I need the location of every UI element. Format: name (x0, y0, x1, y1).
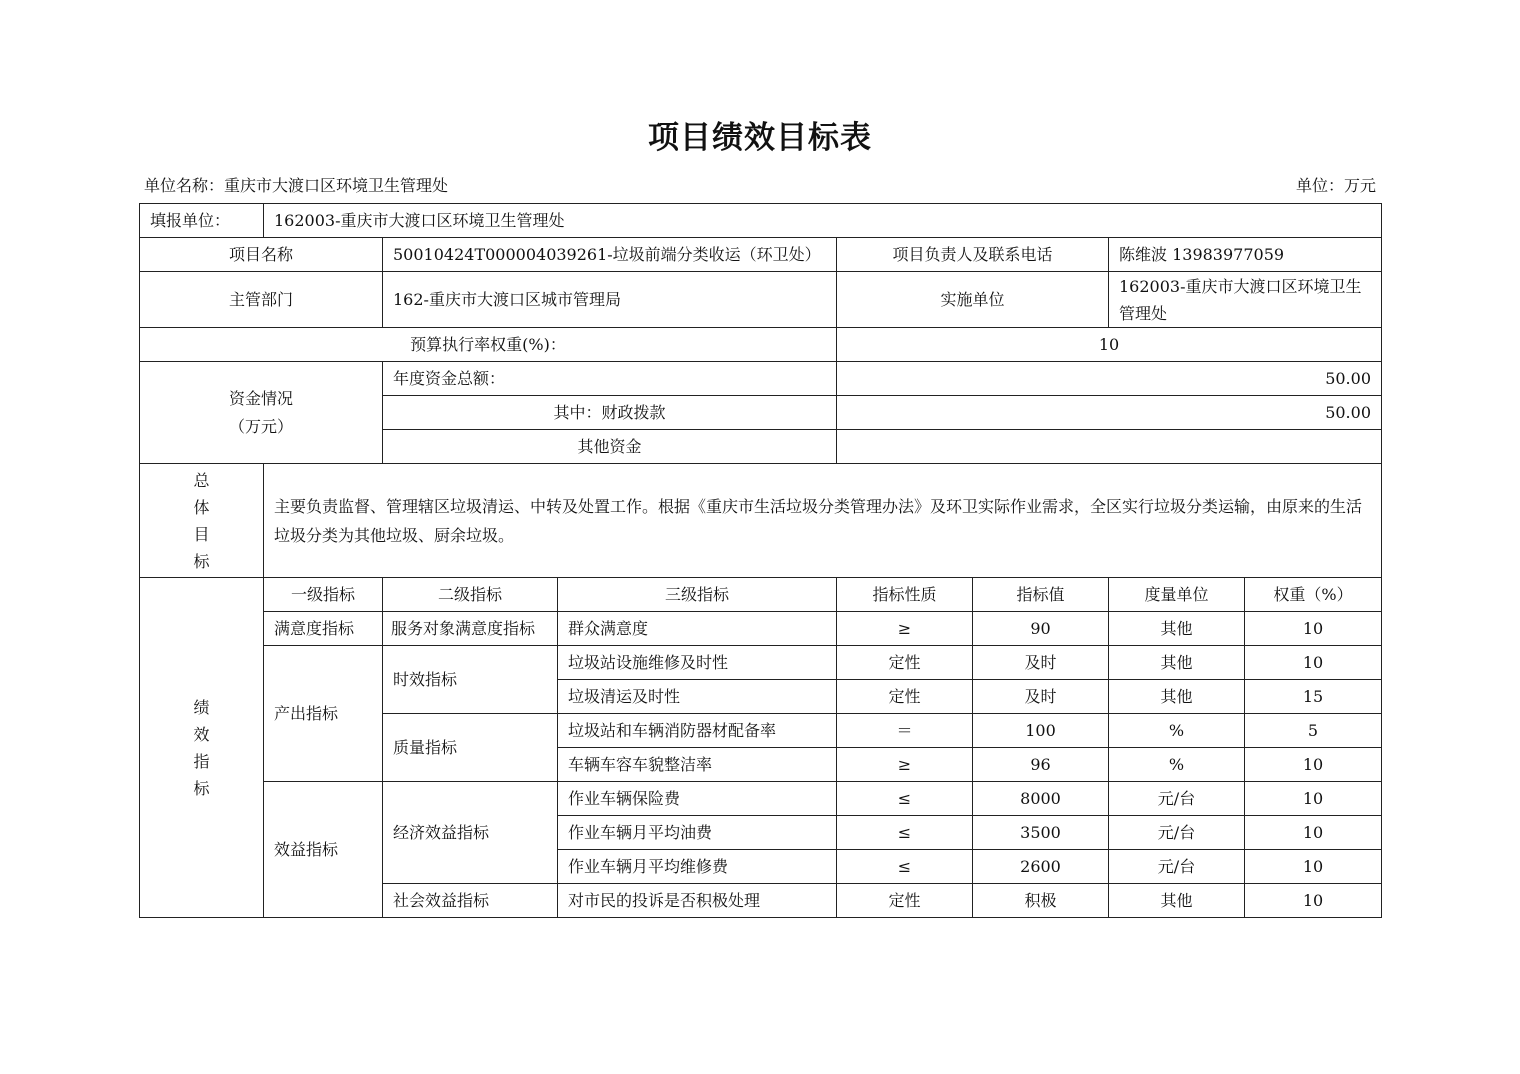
level2-timeliness: 时效指标 (383, 646, 558, 714)
value-cell: 及时 (973, 646, 1109, 680)
value-cell: 100 (973, 714, 1109, 748)
level3-cell: 群众满意度 (558, 612, 837, 646)
value-cell: 及时 (973, 680, 1109, 714)
unit-cell: 元/台 (1109, 816, 1245, 850)
fill-unit-value: 162003-重庆市大渡口区环境卫生管理处 (264, 204, 1382, 238)
funds-label-line1: 资金情况 (228, 388, 293, 408)
currency-unit: 单位：万元 (1295, 176, 1376, 195)
header-level2: 二级指标 (383, 578, 558, 612)
project-name-value: 50010424T000004039261-垃圾前端分类收运（环卫处） (383, 238, 837, 272)
impl-unit-value: 162003-重庆市大渡口区环境卫生管理处 (1109, 272, 1382, 328)
dept-label: 主管部门 (140, 272, 383, 328)
budget-rate-value: 10 (837, 328, 1382, 362)
header-level1: 一级指标 (264, 578, 383, 612)
dept-value: 162-重庆市大渡口区城市管理局 (383, 272, 837, 328)
funds-total-value: 50.00 (837, 362, 1382, 396)
level2-service-satisfaction: 服务对象满意度指标 (383, 612, 558, 646)
table-row (140, 646, 1382, 680)
weight-cell: 10 (1245, 816, 1382, 850)
overall-goal-row (140, 464, 1382, 578)
funds-other-label: 其他资金 (383, 430, 837, 464)
budget-rate-label: 预算执行率权重(%)： (140, 328, 837, 362)
unit-cell: 其他 (1109, 612, 1245, 646)
funds-fiscal-value: 50.00 (837, 396, 1382, 430)
unit-cell: 其他 (1109, 884, 1245, 918)
weight-cell: 10 (1245, 782, 1382, 816)
funds-other-value (837, 430, 1382, 464)
overall-goal-text: 主要负责监督、管理辖区垃圾清运、中转及处置工作。根据《重庆市生活垃圾分类管理办法》及环卫实际作业需求，全区实行垃圾分类运输，由原来的生活垃圾分类为其他垃圾、厨余垃圾。 (264, 464, 1382, 578)
page-title: 项目绩效目标表 (648, 120, 872, 156)
level1-satisfaction: 满意度指标 (264, 612, 383, 646)
weight-cell: 15 (1245, 680, 1382, 714)
table-row (140, 782, 1382, 816)
nature-cell: ≤ (837, 850, 973, 884)
level3-cell: 作业车辆月平均维修费 (558, 850, 837, 884)
nature-cell: 定性 (837, 884, 973, 918)
contact-label: 项目负责人及联系电话 (837, 238, 1109, 272)
unit-cell: % (1109, 748, 1245, 782)
value-cell: 积极 (973, 884, 1109, 918)
value-cell: 96 (973, 748, 1109, 782)
level3-cell: 垃圾站和车辆消防器材配备率 (558, 714, 837, 748)
weight-cell: 5 (1245, 714, 1382, 748)
table-row (140, 612, 1382, 646)
project-name-label: 项目名称 (140, 238, 383, 272)
level1-benefit: 效益指标 (264, 782, 383, 918)
fill-unit-label: 填报单位： (140, 204, 264, 238)
funds-total-label: 年度资金总额： (383, 362, 837, 396)
performance-indicator-label: 绩 效 指 标 (140, 578, 264, 918)
header-unit: 度量单位 (1109, 578, 1245, 612)
project-name-row (140, 238, 1382, 272)
level3-cell: 作业车辆保险费 (558, 782, 837, 816)
value-cell: 2600 (973, 850, 1109, 884)
weight-cell: 10 (1245, 612, 1382, 646)
nature-cell: ≤ (837, 816, 973, 850)
nature-cell: ≥ (837, 748, 973, 782)
nature-cell: ≤ (837, 782, 973, 816)
contact-value: 陈维波 13983977059 (1109, 238, 1382, 272)
level3-cell: 车辆车容车貌整洁率 (558, 748, 837, 782)
header-weight: 权重（%） (1245, 578, 1382, 612)
nature-cell: 定性 (837, 680, 973, 714)
value-cell: 8000 (973, 782, 1109, 816)
level3-cell: 作业车辆月平均油费 (558, 816, 837, 850)
budget-rate-row (140, 328, 1382, 362)
level2-social: 社会效益指标 (383, 884, 558, 918)
indicator-header-row (140, 578, 1382, 612)
level3-cell: 垃圾清运及时性 (558, 680, 837, 714)
unit-cell: 元/台 (1109, 782, 1245, 816)
nature-cell: ≥ (837, 612, 973, 646)
impl-unit-label: 实施单位 (837, 272, 1109, 328)
performance-target-table (139, 203, 1382, 918)
funds-total-row (140, 362, 1382, 396)
level3-cell: 对市民的投诉是否积极处理 (558, 884, 837, 918)
fill-unit-row (140, 204, 1382, 238)
dept-row (140, 272, 1382, 328)
nature-cell: 定性 (837, 646, 973, 680)
value-cell: 90 (973, 612, 1109, 646)
funds-fiscal-label: 其中：财政拨款 (383, 396, 837, 430)
weight-cell: 10 (1245, 748, 1382, 782)
nature-cell: ＝ (837, 714, 973, 748)
unit-cell: % (1109, 714, 1245, 748)
weight-cell: 10 (1245, 646, 1382, 680)
weight-cell: 10 (1245, 850, 1382, 884)
level2-quality: 质量指标 (383, 714, 558, 782)
header-nature: 指标性质 (837, 578, 973, 612)
header-level3: 三级指标 (558, 578, 837, 612)
header-value: 指标值 (973, 578, 1109, 612)
funds-label (140, 362, 383, 464)
weight-cell: 10 (1245, 884, 1382, 918)
unit-cell: 其他 (1109, 646, 1245, 680)
unit-cell: 其他 (1109, 680, 1245, 714)
value-cell: 3500 (973, 816, 1109, 850)
level1-output: 产出指标 (264, 646, 383, 782)
level2-economic: 经济效益指标 (383, 782, 558, 884)
level3-cell: 垃圾站设施维修及时性 (558, 646, 837, 680)
unit-cell: 元/台 (1109, 850, 1245, 884)
unit-name: 单位名称：重庆市大渡口区环境卫生管理处 (144, 176, 449, 195)
overall-goal-label: 总 体 目 标 (140, 464, 264, 578)
funds-label-line2: （万元） (228, 416, 293, 436)
